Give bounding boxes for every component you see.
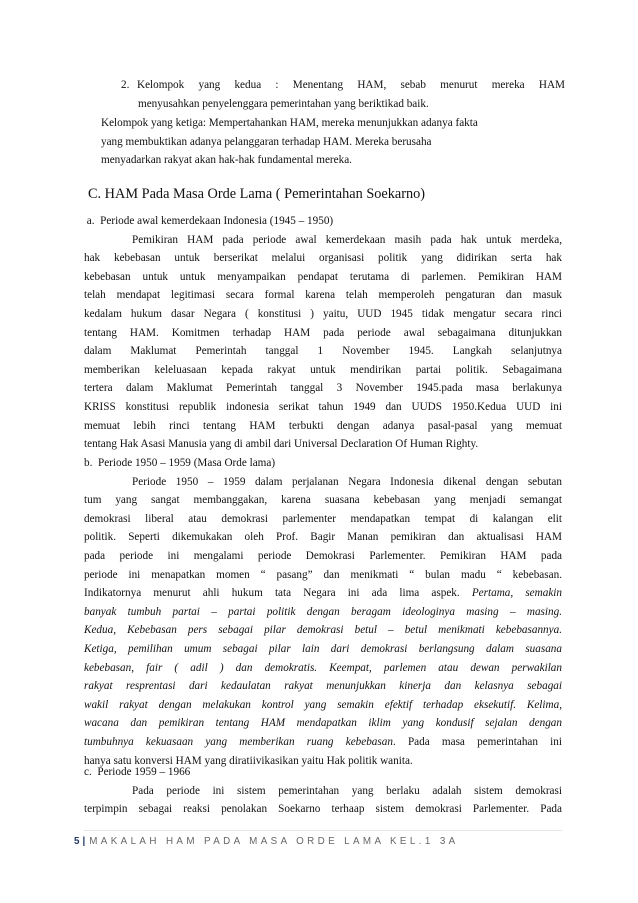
paragraph-line: rakyat resprentasi dari kedaulatan rakyat menunjukkan kinerja dan kelasnya sebagai <box>84 680 562 693</box>
paragraph-line: periode ini menapatkan momen “ pasang” dan menikmati “ bulan madu “ kebebasan. <box>84 568 562 581</box>
footer-divider <box>84 830 562 831</box>
paragraph-line: Pada periode ini sistem pemerintahan yang berlaku adalah sistem demokrasi <box>132 784 562 797</box>
paragraph-line: Kelompok yang ketiga: Mempertahankan HAM, mereka menunjukkan adanya fakta <box>101 117 478 129</box>
paragraph-line: banyak tumbuh partai – partai politik dengan beragam ideologinya masing – masing. <box>84 605 562 618</box>
paragraph-line: wacana dan pemikiran tentang HAM mendapatkan iklim yang kondusif sejalan dengan <box>84 717 562 730</box>
paragraph-line: kebebasan, fair ( adil ) dan demokratis. Keempat, parlemen atau dewan perwakilan <box>84 661 562 674</box>
subsection-c-heading: c. Periode 1959 – 1966 <box>84 766 191 778</box>
paragraph-line: menyadarkan rakyat akan hak-hak fundamental mereka. <box>101 154 352 167</box>
kelompok-ketiga-paragraph <box>101 114 541 170</box>
list-item-number: 2. <box>121 79 130 91</box>
subsection-c <box>84 763 562 819</box>
paragraph-line: tentang HAM. Komitmen terhadap HAM pada periode awal sebagaimana ditunjukkan <box>84 326 562 339</box>
paragraph-line: wakil rakyat dengan melakukan kontrol yang semakin efektif terhadap eksekutif. Kelima, <box>84 698 562 711</box>
list-item-2-line-1: 2. Kelompok yang kedua : Menentang HAM, sebab menurut mereka HAM <box>121 76 565 95</box>
paragraph-line: Periode 1950 – 1959 dalam perjalanan Negara Indonesia dikenal dengan sebutan <box>132 475 562 488</box>
paragraph-line: KRISS konstitusi republik indonesia serikat tahun 1949 dan UUDS 1950.Kedua UUD ini <box>84 400 562 413</box>
paragraph-line: yang membuktikan adanya pelanggaran terhadap HAM. Mereka berusaha <box>101 135 432 148</box>
paragraph-line: terpimpin sebagai reaksi penolakan Soekarno terhaap sistem demokrasi Parlementer. Pada <box>84 803 562 816</box>
footer-separator: | <box>82 836 86 847</box>
paragraph-line: Kedua, Kebebasan pers sebagai pilar demokrasi betul – betul menikmati kebebasannya. <box>84 624 562 637</box>
page-footer <box>74 836 459 847</box>
list-item-2 <box>121 76 565 113</box>
paragraph-line: politik. Seperti dikemukakan oleh Prof. Bagir Manan pemikiran dan aktualisasi HAM <box>84 531 562 544</box>
section-c-heading: C. HAM Pada Masa Orde Lama ( Pemerintahan Soekarno) <box>88 186 426 202</box>
subsection-b <box>84 454 562 770</box>
paragraph-line: memberikan keleluasaan kepada rakyat untuk mendirikan partai politik. Sebagaimana <box>84 363 562 376</box>
paragraph-line: hanya satu konversi HAM yang diratiivikasikan yaitu Hak politik wanita. <box>84 754 413 767</box>
subsection-b-heading: b. Periode 1950 – 1959 (Masa Orde lama) <box>84 457 276 469</box>
footer-title: MAKALAH HAM PADA MASA ORDE LAMA KEL.1 3A <box>89 836 459 847</box>
paragraph-line: tertera dalam Maklumat Pemerintah tanggal 3 November 1945.pada masa berlakunya <box>84 382 562 395</box>
paragraph-line: tentang Hak Asasi Manusia yang di ambil dari Universal Declaration Of Human Righty. <box>84 438 479 451</box>
paragraph-line: dalam Maklumat Pemerintah tanggal 1 November 1945. Langkah selanjutnya <box>84 345 562 358</box>
list-item-2-line-2: menyusahkan penyelenggara pemerintahan yang beriktikad baik. <box>138 97 429 110</box>
paragraph-line: tum yang sangat membanggakan, karena suasana kebebasan yang menjadi semangat <box>84 494 562 507</box>
paragraph-line: Indikatornya menurut ahli hukum tata Negara ini ada lima aspek. Pertama, semakin <box>84 587 562 600</box>
paragraph-line: kedalam hukum dasar Negara ( konstitusi ) yaitu, UUD 1945 tidak mengatur secara rinci <box>84 307 562 320</box>
paragraph-line: hak kebebasan untuk berserikat melalui organisasi politik yang didirikan serta hak <box>84 252 562 265</box>
paragraph-line: kebebasan untuk untuk menyampaikan pendapat terutama di parlemen. Pemikiran HAM <box>84 270 562 283</box>
paragraph-line: pada periode ini mengalami periode Demokrasi Parlementer. Pemikiran HAM pada <box>84 549 562 562</box>
paragraph-line: Pemikiran HAM pada periode awal kemerdekaan masih pada hak untuk merdeka, <box>132 233 562 246</box>
subsection-a <box>84 212 562 454</box>
paragraph-line: memuat lebih rinci tentang HAM terbukti dengan adanya pasal-pasal yang memuat <box>84 419 562 432</box>
paragraph-line: telah mendapat legitimasi secara formal karena telah memperoleh pengaturan dan masuk <box>84 289 562 302</box>
paragraph-line: demokrasi liberal atau demokrasi parlementer mendapatkan tempat di kalangan elit <box>84 512 562 525</box>
paragraph-line: Ketiga, pemilihan umum sebagai pilar lain dari demokrasi berlangsung dalam suasana <box>84 642 562 655</box>
page-number: 5 <box>74 836 80 847</box>
subsection-a-heading: a. Periode awal kemerdekaan Indonesia (1945 – 1950) <box>84 215 334 227</box>
paragraph-line: tumbuhnya kekuasaan yang memberikan ruang kebebasan. Pada masa pemerintahan ini <box>84 735 562 748</box>
